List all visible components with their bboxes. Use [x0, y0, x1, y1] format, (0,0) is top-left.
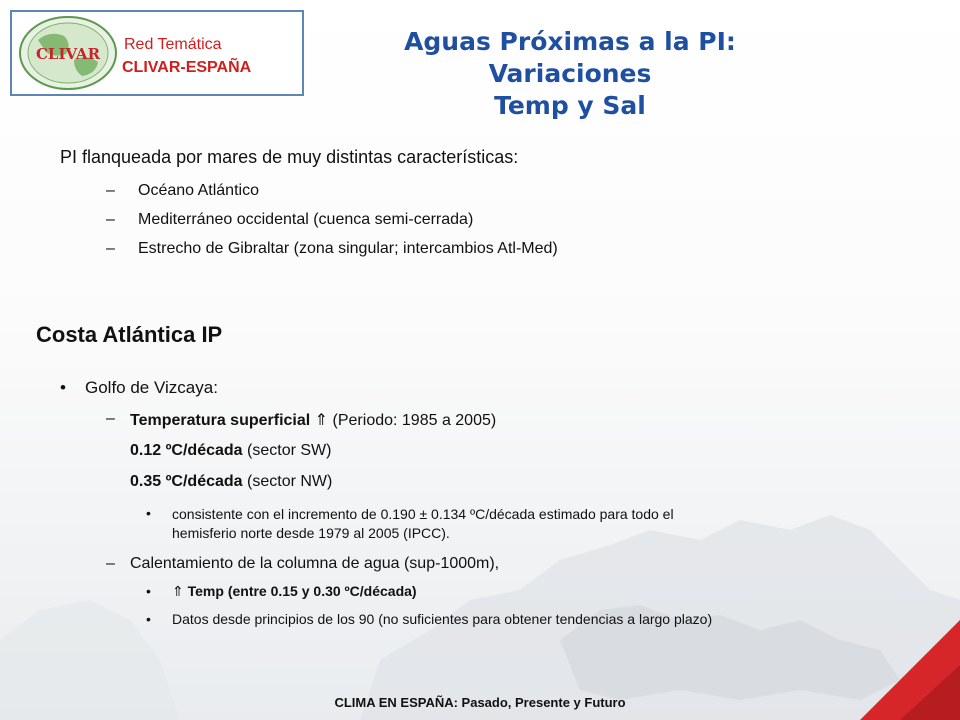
title-line-1: Aguas Próximas a la PI: Variaciones	[404, 27, 736, 88]
logo-network-name: CLIVAR-ESPAÑA	[122, 59, 252, 76]
intro-text: PI flanqueada por mares de muy distintas características:	[60, 147, 519, 167]
consistent-item: • consistente con el incremento de 0.190 ± 0.134 ºC/década estimado para todo el hemisferio norte desde 1979 al 2005 (IPCC).	[146, 505, 674, 541]
value-nw: 0.35 ºC/década (sector NW)	[130, 473, 333, 490]
temp-label: Temperatura superficial	[130, 412, 311, 429]
value-sw: 0.12 ºC/década (sector SW)	[130, 442, 332, 459]
slide-title	[320, 26, 820, 122]
warming-line: – Calentamiento de la columna de agua (sup-1000m),	[106, 555, 500, 572]
svg-text:CLIVAR: CLIVAR	[35, 45, 101, 63]
globe-icon	[16, 14, 120, 92]
data-note-item: • Datos desde principios de los 90 (no suficientes para obtener tendencias a largo plazo)	[146, 611, 713, 627]
clivar-logo-box	[10, 10, 304, 96]
arrow-up-icon: ⇑	[172, 583, 184, 599]
arrow-up-icon: ⇑	[314, 412, 329, 429]
section-heading: Costa Atlántica IP	[36, 322, 223, 347]
footer-text: CLIMA EN ESPAÑA: Pasado, Presente y Futuro	[334, 695, 626, 710]
intro-item-2: – Mediterráneo occidental (cuenca semi-cerrada)	[106, 211, 474, 228]
logo-network-label: Red Temática	[124, 36, 222, 53]
temp-line: – Temperatura superficial ⇑ (Periodo: 1985 a 2005)	[106, 410, 497, 429]
bullet-golfo: • Golfo de Vizcaya:	[60, 378, 218, 397]
intro-item-1: – Océano Atlántico	[106, 182, 259, 199]
temp-range-item: • ⇑ Temp (entre 0.15 y 0.30 ºC/década)	[146, 583, 417, 599]
temp-period: (Periodo: 1985 a 2005)	[332, 412, 497, 429]
intro-item-3: – Estrecho de Gibraltar (zona singular; intercambios Atl-Med)	[106, 240, 558, 257]
title-line-2: Temp y Sal	[494, 91, 646, 120]
